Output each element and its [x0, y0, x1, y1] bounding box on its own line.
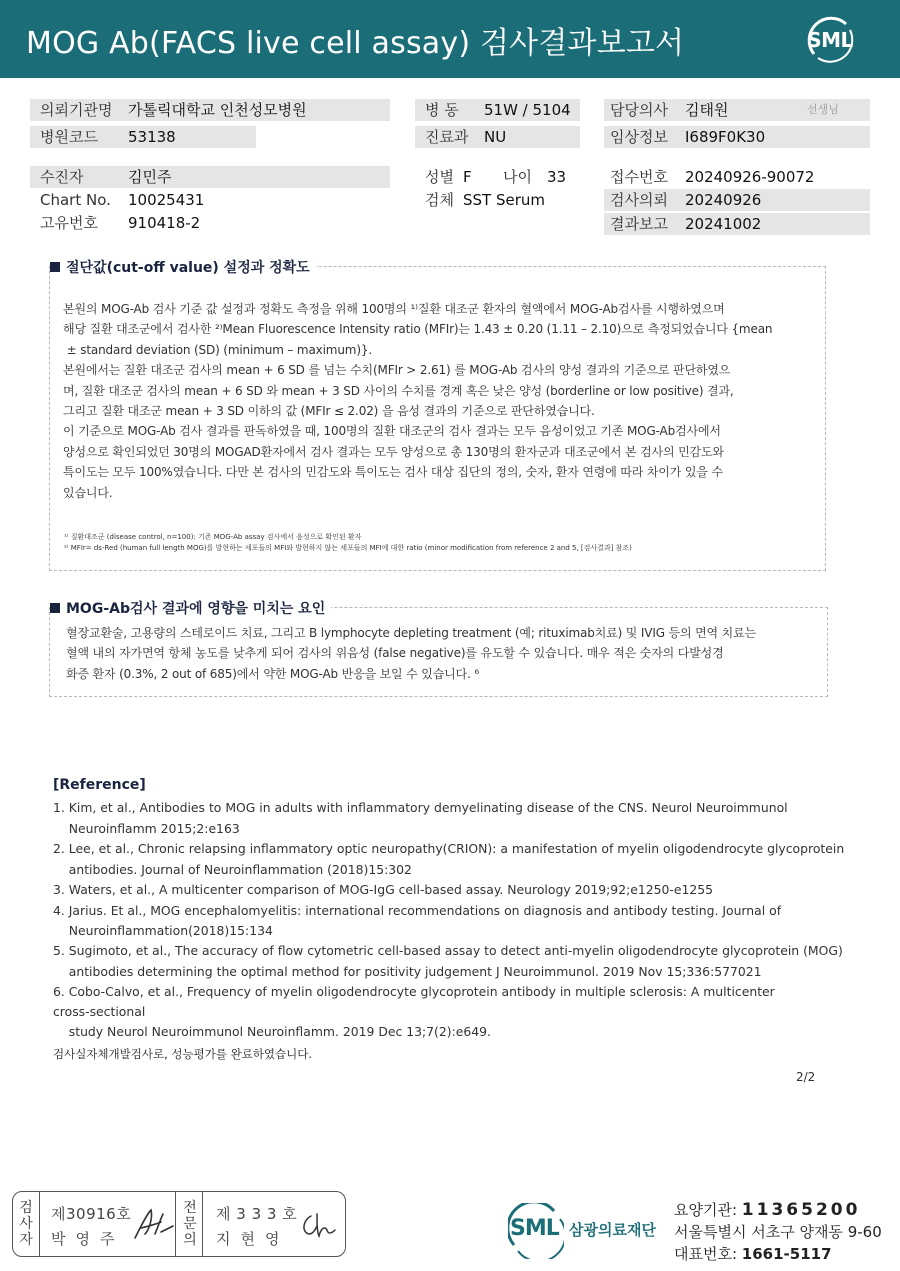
factors-line: 화증 환자 (0.3%, 2 out of 685)에서 약한 MOG-Ab 반응을 보일 수 있습니다. ⁶ [66, 666, 480, 681]
footnote-2: ²⁾ MFIr= ds-Red (human full length MOG)를 발현하는 세포들의 MFI와 발현하지 않는 세포들의 MFI에 대한 ratio (minor modification from reference 2 and 5, [검사결과] 참조) [64, 544, 632, 552]
signature-divider [175, 1192, 176, 1256]
factors-section-title [50, 598, 331, 618]
factors-line: 혈액 내의 자가면역 항체 농도를 낮추게 되어 검사의 위음성 (false negative)를 유도할 수 있습니다. 매우 적은 숫자의 다발성경 [66, 646, 724, 661]
doctor-value: 김태원 [685, 101, 729, 119]
signature-box [12, 1191, 346, 1257]
reference-title: [Reference] [53, 777, 146, 793]
unique-row [30, 212, 256, 234]
inspector-signature-icon [131, 1204, 177, 1246]
validation-note: 검사실자체개발검사로, 성능평가를 완료하였습니다. [53, 1047, 313, 1061]
cutoff-section-title [50, 257, 316, 277]
footnote-1: ¹⁾ 질환대조군 (disease control, n=100): 기존 MOG-Ab assay 검사에서 음성으로 확인된 환자 [64, 533, 362, 541]
institution-label: 의뢰기관명 [40, 101, 113, 119]
cutoff-line: 특이도는 모두 100%였습니다. 다만 본 검사의 민감도와 특이도는 검사 대상 집단의 정의, 숫자, 환자 연령에 따라 차이가 있을 수 [63, 465, 723, 480]
chart-value: 10025431 [128, 191, 205, 209]
report-title: MOG Ab(FACS live cell assay) 검사결과보고서 [26, 26, 685, 61]
reference-line: Neuroinflammation(2018)15:134 [53, 923, 273, 938]
factors-section-title-text: MOG-Ab검사 결과에 영향을 미치는 요인 [66, 601, 326, 617]
footer-org-name: 삼광의료재단 [569, 1221, 656, 1239]
footer-address: 서울특별시 서초구 양재동 9-60 [674, 1223, 882, 1241]
phone-label: 대표번호: [674, 1245, 738, 1263]
patient-value: 김민주 [128, 168, 172, 186]
report-label: 결과보고 [610, 215, 668, 233]
care-label: 요양기관: [674, 1201, 738, 1219]
care-number: 11365200 [741, 1200, 861, 1220]
receipt-value: 20240926-90072 [685, 168, 815, 186]
sml-logo-text: SML [807, 28, 853, 52]
specimen-value: SST Serum [463, 191, 546, 209]
reference-line: 2. Lee, et al., Chronic relapsing inflammatory optic neuropathy(CRION): a manifestation of myelin oligodendrocyte glycoprotein [53, 841, 845, 856]
report-value: 20241002 [685, 215, 762, 233]
cutoff-section-body [63, 299, 772, 503]
phone-line [674, 1243, 832, 1264]
receipt-row [604, 166, 870, 188]
dept-value: NU [484, 128, 507, 146]
chart-row [30, 189, 256, 211]
hospital-code-value: 53138 [128, 128, 176, 146]
reference-line: antibodies. Journal of Neuroinflammation (2018)15:302 [53, 862, 412, 877]
square-bullet-icon [50, 603, 60, 613]
factors-line: 혈장교환술, 고용량의 스테로이드 치료, 그리고 B lymphocyte depleting treatment (예; rituximab치료) 및 IVIG 등의 면역 치료는 [66, 626, 756, 640]
cutoff-line: ± standard deviation (SD) (minimum – maximum)}. [63, 342, 373, 357]
ward-row [415, 99, 580, 121]
reference-line: 6. Cobo-Calvo, et al., Frequency of myelin oligodendrocyte glycoprotein antibody in multiple sclerosis: A multicenter [53, 984, 775, 999]
doctor-row [604, 99, 870, 121]
reference-line: 1. Kim, et al., Antibodies to MOG in adults with inflammatory demyelinating disease of the CNS. Neurol Neuroimmunol [53, 800, 788, 815]
page-number: 2/2 [796, 1070, 816, 1084]
dept-row [415, 126, 580, 148]
request-label: 검사의뢰 [610, 191, 668, 209]
cutoff-line: 양성으로 확인되었던 30명의 MOGAD환자에서 검사 결과는 모두 양성으로 총 130명의 환자군과 대조군에서 본 검사의 민감도와 [63, 444, 724, 459]
inspector-label: 검 사 자 [19, 1200, 33, 1248]
signature-divider [202, 1192, 203, 1256]
reference-line: Neuroinflamm 2015;2:e163 [53, 821, 240, 836]
receipt-label: 접수번호 [610, 168, 668, 186]
specimen-label: 검체 [425, 191, 454, 209]
cutoff-section-title-text: 절단값(cut-off value) 설정과 정확도 [66, 260, 310, 276]
specialist-number: 제 3 3 3 호 [216, 1205, 298, 1223]
report-row [604, 213, 870, 235]
specialist-name: 지현영 [216, 1230, 290, 1248]
reference-line: 5. Sugimoto, et al., The accuracy of flow cytometric cell-based assay to detect anti-myelin oligodendrocyte glycoprotein (MOG) [53, 943, 843, 958]
age-label: 나이 [503, 168, 532, 186]
reference-line: cross-sectional [53, 1004, 146, 1019]
cutoff-line: 본원에서는 질환 대조군 검사의 mean + 6 SD 를 넘는 수치(MFIr > 2.61) 를 MOG-Ab 검사의 양성 결과의 기준으로 판단하였으 [63, 363, 731, 378]
sex-label: 성별 [425, 168, 454, 186]
clinical-value: I689F0K30 [685, 128, 766, 146]
reference-line: study Neurol Neuroimmunol Neuroinflamm. 2019 Dec 13;7(2):e649. [53, 1024, 491, 1039]
report-header [0, 0, 900, 78]
cutoff-line: 있습니다. [63, 485, 113, 500]
reference-line: antibodies determining the optimal method for positivity judgement J Neuroimmunol. 2019 Nov 15;336:577021 [53, 964, 762, 979]
ward-value: 51W / 5104 [484, 101, 571, 119]
ward-label: 병 동 [425, 101, 459, 119]
unique-value: 910418-2 [128, 214, 201, 232]
sex-age-row [415, 166, 585, 188]
inspector-number: 제30916호 [51, 1205, 132, 1223]
reference-line: 4. Jarius. Et al., MOG encephalomyelitis: international recommendations on diagnosis and antibody testing. Journal of [53, 903, 782, 918]
cutoff-line: 이 기준으로 MOG-Ab 검사 결과를 판독하였을 때, 100명의 질환 대조군의 검사 결과는 모두 음성이었고 기존 MOG-Ab검사에서 [63, 424, 721, 439]
footer-logo-text: SML [510, 1216, 559, 1241]
cutoff-line: 그리고 질환 대조군 mean + 3 SD 이하의 값 (MFIr ≤ 2.02) 을 음성 결과의 기준으로 판단하였습니다. [63, 404, 595, 419]
signature-divider [39, 1192, 40, 1256]
unique-label: 고유번호 [40, 214, 98, 232]
chart-label: Chart No. [40, 191, 111, 209]
hospital-code-label: 병원코드 [40, 128, 98, 146]
patient-label: 수진자 [40, 168, 84, 186]
request-row [604, 189, 870, 211]
phone-number: 1661-5117 [741, 1245, 832, 1263]
institution-row [30, 99, 390, 121]
square-bullet-icon [50, 262, 60, 272]
doctor-suffix: 선생님 [807, 103, 839, 116]
cutoff-line: 며, 질환 대조군 검사의 mean + 6 SD 와 mean + 3 SD 사이의 수치를 경계 혹은 낮은 양성 (borderline or low positive) 결과, [63, 383, 734, 398]
clinical-row [604, 126, 870, 148]
reference-line: 3. Waters, et al., A multicenter comparison of MOG-IgG cell-based assay. Neurology 2019;92;e1250-e1255 [53, 882, 714, 897]
specialist-signature-icon [295, 1206, 339, 1246]
sex-value: F [463, 168, 472, 186]
request-value: 20240926 [685, 191, 762, 209]
specialist-label: 전 문 의 [183, 1200, 197, 1248]
institution-value: 가톨릭대학교 인천성모병원 [128, 101, 307, 119]
patient-row [30, 166, 390, 188]
clinical-label: 임상정보 [610, 128, 668, 146]
cutoff-line: 본원의 MOG-Ab 검사 기준 값 설정과 정확도 측정을 위해 100명의 ¹⁾질환 대조군 환자의 혈액에서 MOG-Ab검사를 시행하였으며 [63, 302, 725, 316]
dept-label: 진료과 [425, 128, 469, 146]
inspector-name: 박영주 [51, 1230, 125, 1248]
doctor-label: 담당의사 [610, 101, 668, 119]
specimen-row [415, 189, 585, 211]
care-number-line [674, 1199, 860, 1220]
factors-section-body [66, 623, 756, 684]
age-value: 33 [547, 168, 567, 186]
cutoff-line: 해당 질환 대조군에서 검사한 ²⁾Mean Fluorescence Intensity ratio (MFIr)는 1.43 ± 0.20 (1.11 – 2.10)으로 측정되었습니다 {mean [63, 322, 773, 337]
hospital-code-row [30, 126, 256, 148]
